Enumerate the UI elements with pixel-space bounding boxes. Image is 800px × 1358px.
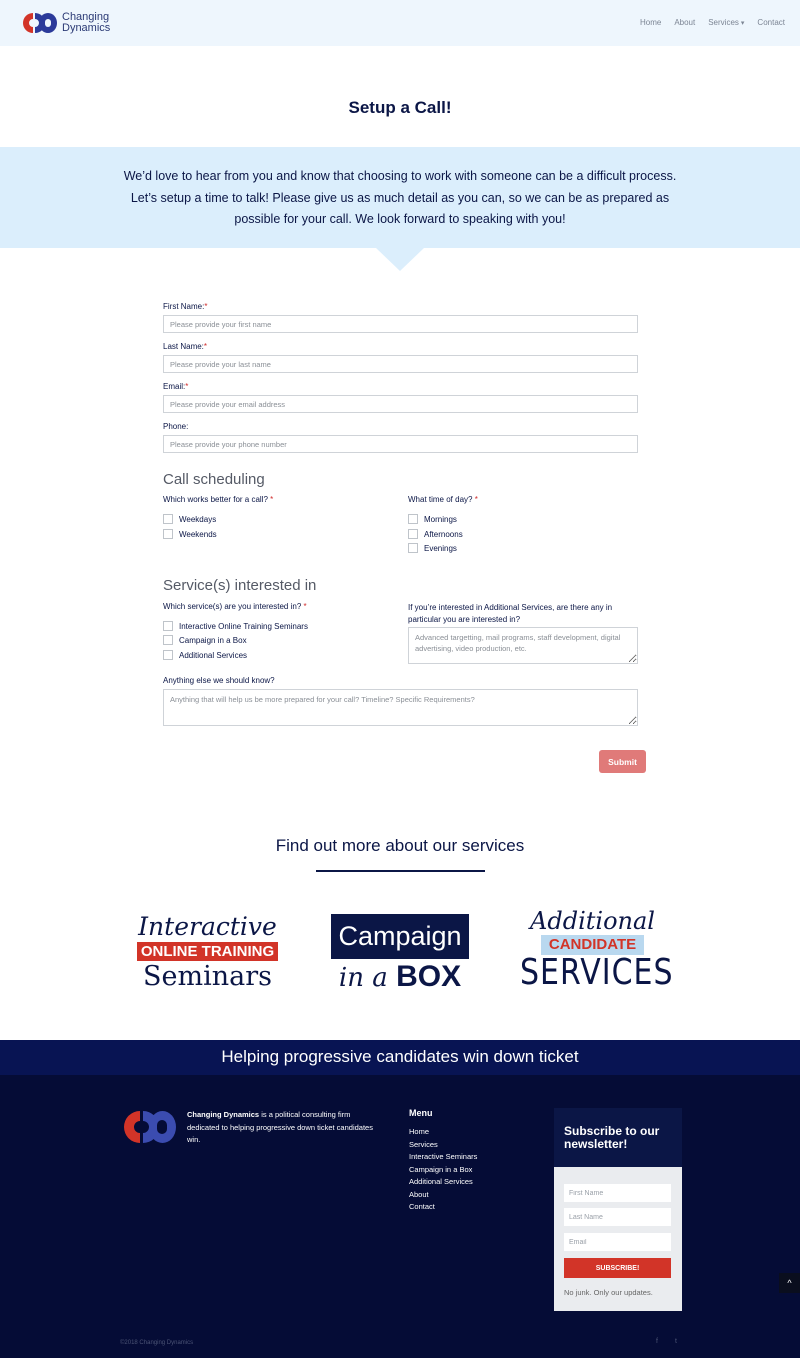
copyright: ©2018 Changing Dynamics (120, 1340, 194, 1346)
newsletter-title: Subscribe to our newsletter! (554, 1108, 682, 1167)
subscribe-button[interactable]: SUBSCRIBE! (564, 1258, 671, 1278)
footer-logo-icon[interactable] (120, 1108, 178, 1146)
phone-input[interactable] (163, 435, 638, 453)
brand-name (62, 12, 110, 34)
seminars-line-3: Seminars (143, 961, 272, 992)
nav-home[interactable]: Home (639, 18, 662, 27)
first-name-input[interactable] (163, 315, 638, 333)
checkbox[interactable] (163, 514, 173, 524)
email-label (163, 382, 188, 391)
first-name-label-text: First Name: (163, 302, 205, 311)
footer-link-services[interactable]: Services (409, 1139, 438, 1149)
seminars-line-1: Interactive (138, 912, 277, 941)
footer-menu-title: Menu (409, 1108, 433, 1118)
required-mark: * (204, 302, 208, 311)
email-label-text: Email: (163, 382, 186, 391)
services-section-title: Find out more about our services (275, 836, 525, 855)
days-label (163, 495, 273, 504)
nav-services[interactable] (708, 18, 744, 27)
service-additional-candidate-services[interactable] (520, 907, 674, 994)
footer-link-additional-services[interactable]: Additional Services (409, 1177, 473, 1186)
intro-arrow (376, 248, 424, 271)
checkbox[interactable] (163, 529, 173, 539)
required-mark: * (270, 495, 274, 504)
checkbox-afternoons[interactable] (408, 529, 463, 539)
footer-menu (409, 1126, 477, 1214)
anything-else-input[interactable] (163, 689, 638, 726)
twitter-icon[interactable]: t (675, 1338, 677, 1345)
checkbox[interactable] (408, 529, 418, 539)
checkbox-label: Weekdays (179, 514, 217, 524)
chevron-down-icon: ▾ (740, 20, 745, 27)
additional-line-3: SERVICES (520, 951, 674, 994)
additional-services-label: If you’re interested in Additional Services, are there any in particular you are interested in? (408, 603, 613, 624)
footer-link-contact[interactable]: Contact (409, 1202, 435, 1211)
site-logo[interactable] (19, 10, 110, 36)
checkbox[interactable] (163, 650, 173, 660)
page-title: Setup a Call! (348, 98, 452, 117)
checkbox-additional-services[interactable] (163, 650, 247, 660)
email-input[interactable] (163, 395, 638, 413)
footer-about (187, 1109, 377, 1147)
back-to-top-button[interactable]: ^ (779, 1273, 800, 1293)
required-mark: * (303, 602, 307, 611)
checkbox-label: Evenings (424, 543, 457, 553)
logo-mark-icon (19, 10, 59, 36)
checkbox-label: Additional Services (179, 650, 248, 660)
nav-about[interactable]: About (674, 18, 696, 27)
required-mark: * (203, 342, 208, 351)
last-name-label (163, 342, 207, 351)
checkbox[interactable] (408, 514, 418, 524)
campaign-line-1: Campaign (331, 914, 469, 959)
submit-button[interactable]: Submit (599, 750, 646, 773)
brand-line-1: Changing (62, 11, 110, 23)
checkbox-campaign-box[interactable] (163, 635, 247, 645)
checkbox-label: Mornings (424, 514, 457, 524)
facebook-icon[interactable]: f (656, 1338, 658, 1345)
checkbox-label: Weekends (179, 529, 217, 539)
nav-services-label: Services (708, 18, 739, 27)
footer-about-text: is a political consulting firm dedicated to helping progressive down ticket candidates win. (187, 1110, 373, 1144)
site-header (0, 0, 800, 46)
brand-line-2: Dynamics (62, 22, 111, 34)
call-scheduling-title: Call scheduling (163, 471, 265, 488)
checkbox-mornings[interactable] (408, 514, 457, 524)
newsletter-email-input[interactable] (564, 1233, 671, 1251)
required-mark: * (185, 382, 189, 391)
footer-link-interactive-seminars[interactable]: Interactive Seminars (409, 1152, 478, 1161)
checkbox-evenings[interactable] (408, 543, 457, 553)
newsletter-last-name-input[interactable] (564, 1208, 671, 1226)
campaign-line-2a: in a (338, 963, 388, 993)
nav-contact[interactable]: Contact (757, 18, 785, 27)
footer-link-about[interactable]: About (409, 1189, 429, 1199)
checkbox-label: Interactive Online Training Seminars (179, 621, 308, 631)
main-nav (640, 18, 785, 27)
checkbox[interactable] (163, 621, 173, 631)
checkbox-weekends[interactable] (163, 529, 217, 539)
additional-services-input[interactable] (408, 627, 638, 664)
last-name-input[interactable] (163, 355, 638, 373)
section-divider (316, 870, 485, 872)
newsletter-first-name-input[interactable] (564, 1184, 671, 1202)
time-label (408, 495, 478, 504)
newsletter-note: No junk. Only our updates. (564, 1288, 653, 1297)
campaign-line-2 (331, 959, 469, 996)
intro-text: We’d love to hear from you and know that choosing to work with someone can be a difficult process. Let’s setup a time to talk! Please give us as much detail as you can, so we can be as prepared as possible for your call. We look forward to speaking with you! (123, 169, 677, 226)
checkbox-label: Campaign in a Box (179, 635, 247, 645)
campaign-line-2b: BOX (396, 960, 462, 993)
time-label-text: What time of day? (408, 495, 473, 504)
footer-about-brand: Changing Dynamics (187, 1110, 260, 1119)
services-interested-title: Service(s) interested in (163, 577, 317, 594)
phone-label: Phone: (163, 422, 189, 431)
days-label-text: Which works better for a call? (163, 495, 268, 504)
tagline-banner: Helping progressive candidates win down ticket (0, 1040, 800, 1075)
seminars-line-2: ONLINE TRAINING (137, 942, 278, 961)
services-label (163, 602, 307, 611)
footer-link-campaign-box[interactable]: Campaign in a Box (409, 1164, 473, 1174)
checkbox-online-seminars[interactable] (163, 621, 308, 631)
additional-line-2: CANDIDATE (541, 935, 644, 955)
first-name-label (163, 302, 207, 311)
site-footer (0, 1075, 800, 1358)
checkbox[interactable] (408, 543, 418, 553)
required-mark: * (474, 495, 478, 504)
service-campaign-in-a-box[interactable] (331, 914, 469, 994)
anything-else-label: Anything else we should know? (163, 676, 275, 685)
checkbox-weekdays[interactable] (163, 514, 216, 524)
newsletter-box (554, 1108, 682, 1311)
checkbox[interactable] (163, 635, 173, 645)
checkbox-label: Afternoons (424, 529, 463, 539)
service-online-training-seminars[interactable] (135, 913, 280, 992)
footer-link-home[interactable]: Home (409, 1127, 430, 1136)
intro-band (0, 147, 800, 248)
services-label-text: Which service(s) are you interested in? (163, 602, 302, 611)
additional-line-1: Additional (530, 907, 655, 935)
last-name-label-text: Last Name: (163, 342, 204, 351)
